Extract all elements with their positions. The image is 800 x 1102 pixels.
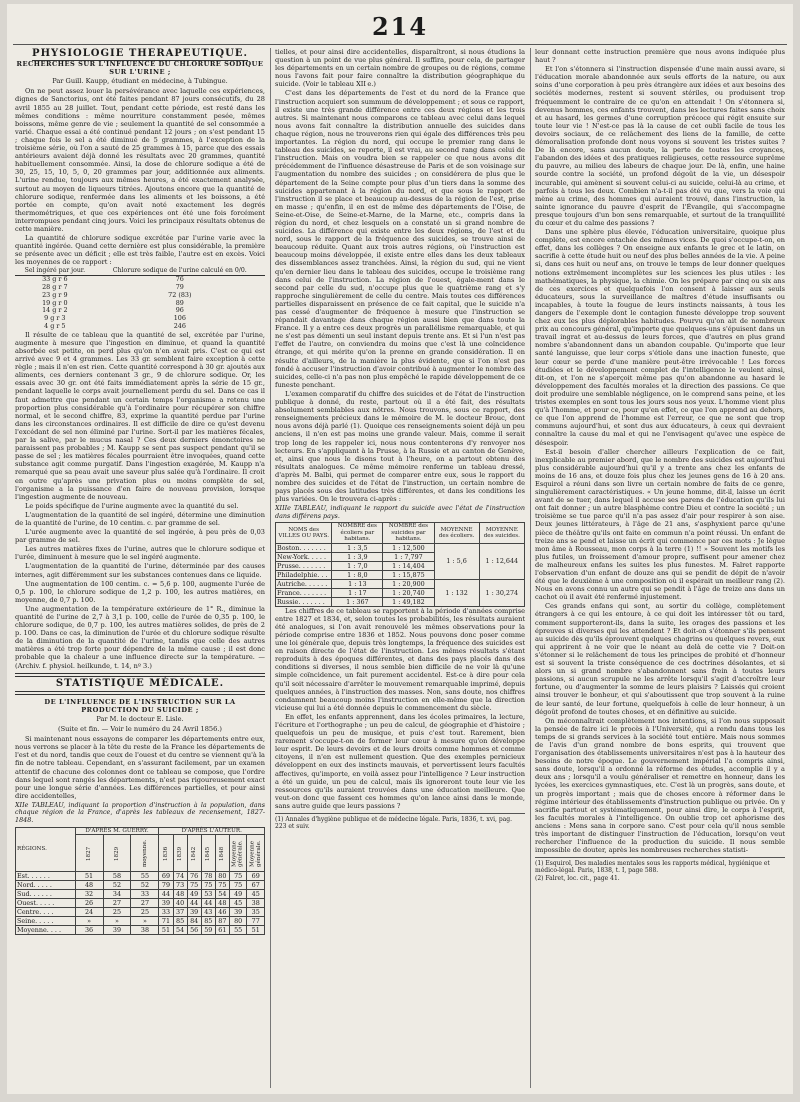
table-cell: 51 [247,926,265,935]
paragraph: L'examen comparatif du chiffre des suicides et de l'état de l'instruction publique à donné, du reste, partout où il a été fait, des résultats absolument semblables aux nôtres. Nous trouvons, sous ce rapport, des renseignements précieux dans le mémoire de M. le docteur Brouc, dont nous avons déjà parlé (1). Quoique ces renseignements soient déjà un peu anciens, il n'en est pas moins une grande valeur. Mais, comme il serait trop long de les rappeler ici, nous nous contenterons d'y renvoyer nos lecteurs. En s'appliquant à la Prusse, à la Russie et au canton de Genève, et, ainsi que nous le disons tout à l'heure, on a partout obtenu des résultats analogues. Ce même mémoire renferme un tableau dressé, d'après M. Balbi, qui permet de comparer entre eux, sous le rapport du nombre des suicides et de l'état de l'instruction, un certain nombre de pays placés sous des latitudes très différentes, et dans les conditions les plus variées. On le trouvera ci-après : [275,389,525,504]
table-cell: France. . . . . . . [276,588,332,597]
table-header: 1845 [201,835,215,872]
table-cell: 25 [131,908,159,917]
table-header: D'APRÈS M. GUERRY. [75,827,159,834]
paragraph: On méconnaîtrait complètement nos intentions, si l'on nous supposait la pensée de faire ici le procès à l'Université, qui a rendu dans tous les temps de si grands services à la société tout entière. Mais nous sommes de l'avis d'un grand nombre de bons esprits, qui trouvent que l'organisation des établissements universitaires n'est pas à la hauteur des besoins de notre époque. Le gouvernement impérial l'a compris ainsi, sans doute, lorsqu'il a ordonné la réforme des études, accomplie il y a deux ans ; lorsqu'il a voulu généraliser et remettre en honneur, dans les lycées, les exercices gymnastiques, etc. C'est là un progrès, sans doute, et un progrès important ; mais que de choses encore à réformer dans le régime intérieur des établissements d'instruction publique ou privée. On y sacrifie partout et systématiquement, pour ainsi dire, le corps à l'esprit, les facultés morales à l'intelligence. On oublie trop cet aphorisme des anciens : Mens sana in corpore sano. C'est pour cela qu'il nous semble très important de distinguer l'instruction de l'éducation, lorsqu'on veut rechercher l'influence de la production du suicide. Il nous semble impossible de douter, après les nombreuses recherches statisti- [535,716,785,855]
table-row [276,543,525,552]
table-cell: 23 g r 9 [42,290,68,299]
table-row [16,890,265,899]
table-cell: 69 [159,872,173,881]
table-cell: 39 [103,926,131,935]
table-row [16,917,265,926]
table-row [16,881,265,890]
table-cell: 43 [201,908,215,917]
table-cell: 1 : 7,0 [332,561,383,570]
paragraph: Dans une sphère plus élevée, l'éducation universitaire, quoique plus complète, est encore entachée des mêmes vices. De quoi s'occupe-t-on, en effet, dans les collèges ? On enseigne aux enfants le grec et le latin, on sacrifie à cette étude huit ou neuf des plus belles années de la vie. A peine si, dans ces huit ou neuf ans, on trouve le temps de leur donner quelques notions extrêmement incomplètes sur les sciences les plus utiles : les mathématiques, la physique, la chimie. On les prépare par cinq ou six ans de ces exercices et quelquefois l'on consent à laisser aux seuls éducateurs, sous la surveillance de maîtres d'étude insuffisants ou incapables, à toute la fougue de leurs instincts naissants, à tous les dangers de l'exemple dont le contagion funeste développe trop souvent chez eux les plus déplorables habitudes. Pourvu qu'on ait de nombreux prix au concours général, qu'importe que quelques-uns s'épuisent dans un travail ingrat et au-dessus de leurs forces, que d'autres en plus grand nombre s'abandonnent dans un abandon coupable. Qu'importe que leur santé languisse, que leur corps s'étiole dans une inaction funeste, que leur cœur se perde d'une manière peut-être irrévocable ! Les forces étudiées et le développement complet de l'intelligence le veulent ainsi, dit-on, et l'on ne s'aperçoit même pas qu'on abandonne au hasard le développement des facultés morales et la direction des passions. Ce que doit produire une semblable négligence, on le comprend sans peine, et les tristes exemples en sont tous les jours sous nos yeux. L'homme vient plus qu'à l'homme, et pour ce, pour qu'en effet, ce que l'on apprend au dehors, ce que l'on apprend de l'homme est l'erreur, ce que ne sont que trop communs aujourd'hui, et sont dus aux éducateurs, à ceux qui devraient connaître la cause du mal et qui ne l'envisagent qu'avec une espèce de désespoir. [535,228,785,447]
table-cell: 14 g r 2 [42,306,68,315]
table-cell: 106 [173,314,186,323]
table-cell: » [75,917,103,926]
footnote: (2) Falret, loc. cit., page 41. [535,875,620,883]
suicide-countries-table [275,522,525,606]
table-cell: 80 [229,917,246,926]
table-cell: 36 [75,926,103,935]
table-cell: 53 [201,890,215,899]
paragraph: Et l'on s'étonnera si l'instruction dispensée d'une main aussi avare, si l'éducation morale abandonnée aux seuls efforts de la nature, ou aux soins d'une corporation à peu près étrangère aux idées et aux besoins des sociétés modernes, restent si souvent stériles, ou produisent trop fréquemment le contraire de ce qu'on en attendait ! On s'étonnera si, devenus hommes, ces enfants trouvent, dans les lectures faites sans choix et au hasard, les germes d'une corruption précoce qui régit ensuite sur toute leur vie ! N'est-ce pas là la cause de cet oubli facile de tous les devoirs sociaux, de ce relâchement des liens de la famille, de cette démoralisation profonde dont nous voyons si souvent les tristes suites ? De là encore, sans aucun doute, la perte de toutes les croyances, l'abandon des idées et des pratiques religieuses, cette ressource suprême du pauvre, au milieu des labeurs de chaque jour. De là, enfin, une haine sourde contre la société, un profond dégoût de la vie, un désespoir incurable, qui amènent si souvent celui-ci au suicide, celui-là au crime, et parfois à tous les deux. Combien n'a-t-il pas été vu que, vers la voie qui mène au crime, des hommes qui auraient trouvé, dans l'instruction, la sainte ignorance du pauvre d'esprit de l'Évangile, qui s'accompagne presque toujours d'un bon sens remarquable, et surtout de la tranquillité du cœur et du calme des passions ? [535,65,785,227]
table-cell: 75 [201,881,215,890]
section-title: STATISTIQUE MÉDICALE. [55,677,225,689]
paragraph: En effet, les enfants apprennent, dans les écoles primaires, la lecture, l'écriture et l'orthographe ; un peu de calcul, de géographie et d'histoire ; quelquefois un peu de musique, et puis c'est tout. Rarement, bien rarement s'occupe-t-on de former leur cœur à mesure qu'on développe leur esprit. De leurs devoirs et de leurs droits comme hommes et comme citoyens, il n'en est nullement question. Que des exemples pernicieux développent en eux des instincts mauvais, et pervertissent leurs facultés affectives, qu'importe, en voilà assez pour l'intelligence ? Leur instruction a été un guide, un peu de calcul, mais ils ignoreront toute leur vie les ressources qu'ils auraient trouvées dans une éducation meilleure. Que veut-on donc que fassent ces hommes qu'on lance ainsi dans le monde, sans autre guide que leurs passions ? [275,712,525,810]
table-cell: 1 : 20,740 [383,588,434,597]
table-cell: Autriche. . . . . . [276,579,332,588]
paragraph: Est-il besoin d'aller chercher ailleurs l'explication de ce fait, inexplicable au premier abord, que le nombre des suicides est aujourd'hui plus considérable aujourd'hui qu'il y a trente ans chez les enfants de moins de 16 ans, et douze fois plus chez les jeunes gens de 16 à 20 ans. Esquirol a réuni dans son livre un certain nombre de faits de ce genre, singulièrement caractéristiques. « Un jeune homme, dit-il, laisse un écrit avant de se tuer, dans lequel il accuse ses parens de l'éducation qu'ils lui ont fait donner ; un autre blasphème contre Dieu et contre la société ; un troisième se tue parce qu'il n'a pas assez d'air pour respirer à son aise. Deux jeunes littérateurs, à l'âge de 21 ans, s'asphyxient parce qu'une pièce de théâtre qu'ils ont faite en commun n'a point réussi. Un enfant de treize ans se pend et laisse un écrit qui commence par ces mots : Je lègue mon âme à Rousseau, mon corps à la terre (1) !! » Souvent les motifs les plus futiles, un froissement d'amour propre, suffisent pour amener chez de malheureux enfans les suites les plus funestes. M. Falret rapporte l'observation d'un enfant de douze ans qui se pendit de dépit de n'avoir été que le deuxième à une composition où il espérait un meilleur rang (2). Nous en avons connu un autre qui se pendit à l'âge de treize ans dans un cachot où il avait été renfermé injustement. [535,447,785,602]
table-cell: 38 [131,926,159,935]
table-cell: 40 [173,899,187,908]
table-header: RÉGIONS. [16,827,76,871]
article-author: Par M. le docteur E. Lisle. [96,714,184,723]
column-divider [530,48,531,1088]
table-header: 1839 [173,835,187,872]
table-cell: 96 [175,306,184,315]
table-cell: New-York. . . . . [276,552,332,561]
table-cell: 85 [173,917,187,926]
table-row [16,908,265,917]
table-header: 1836 [159,835,173,872]
table-cell: 85 [201,917,215,926]
table-cell: 1 : 17 [332,588,383,597]
table-cell: 1 : 13 [332,579,383,588]
table-header: Moyenne générale. [229,835,246,872]
table-cell: 39 [159,899,173,908]
paragraph: Une augmentation de la température extérieure de 1° R., diminue la quantité de l'urine de 2,7 à 3,1 p. 100, celle de l'urée de 0,35 p. 100, le chlorure sodique, de 0,7 p. 100, les autres matières solides, de près de 2 p. 100. Dans ce cas, la diminution de l'urée et du chlorure sodique résulte de la diminution de la quantité de l'urine, tandis que celle des autres matières a été trop forte pour dépendre de la même cause ; il est donc probable que la chaleur a une influence directe sur la température. — (Archiv. f. physiol. heilkunde, t. 14, nº 3.) [15,604,265,670]
table-cell: 79 [175,283,184,292]
table-cell: 49 [229,890,246,899]
table-row [16,899,265,908]
table-cell: 33 [131,890,159,899]
table-cell: 1 : 7,797 [383,552,434,561]
table-cell: 1 : 8,0 [332,570,383,579]
table-header: Sel ingéré par jour. [15,267,95,275]
table-header: NOMBRE des suicides par habitans. [383,523,434,543]
paragraph: leur donnant cette instruction première que nous avons indiquée plus haut ? [535,48,785,65]
newspaper-page [7,4,793,1094]
table-row [16,872,265,881]
paragraph: C'est dans les départements de l'est et du nord de la France que l'instruction acquiert son summum de développement ; et sous ce rapport, il existe une très grande différence entre ces deux régions et les trois autres. Si maintenant nous comparons ce tableau avec celui dans lequel nous avons fait connaître la distribution annuelle des suicides dans chaque région, nous ne trouverons rien qui égale des différences très peu importantes. La région du nord, qui occupe le premier rang dans le tableau des suicides, se reporte, il est vrai, au second rang dans celui de l'instruction. Mais on voudra bien se rappeler ce que nous avons dit précédemment de l'influence désastreuse de Paris et de son voisinage sur l'augmentation du nombre des suicides ; on considérera de plus que le département de la Seine compte pour plus d'un tiers dans la somme des suicides appartenant à la région du nord, et que sous le rapport de l'instruction il se place et beaucoup au-dessus de la région de l'est, prise en masse ; qu'enfin, il en est de même des départements de l'Oise, de Seine-et-Oise, de Seine-et-Marne, de la Marne, etc., compris dans la région du nord, et chez lesquels on a constaté un si grand nombre de suicides. La différence qui existe entre les deux régions, de l'est et du nord, sous le rapport de la fréquence des suicides, se trouve ainsi de beaucoup réduite. Quant aux trois autres régions, où l'instruction est beaucoup moins développée, il existe entre elles dans les deux tableaux des dissemblances assez tranchées. Ainsi, la région du sud, qui ne vient qu'en dernier lieu dans le tableau des suicides, occupe le troisième rang dans celui de l'instruction. La région de l'ouest, égale-ment dans le second par celle du sud, n'occupe plus que le quatrième rang et s'y rapproche singulièrement de celle du centre. Mais toutes ces différences partielles disparaissent en présence de ce fait capital, que le suicide n'a pas cessé d'augmenter de fréquence à mesure que l'instruction se répandait davantage dans chaque région aussi bien que dans toute la France. Il y a entre ces deux progrès un parallélisme remarquable, et qui ne s'est pas démenti un seul instant depuis trente ans. Et si l'un n'est pas l'effet de l'autre, on conviendra du moins que c'est là une coïncidence étrange, et qui mérite qu'on la prenne en grande considération. Il en résulte d'ailleurs, de la manière la plus évidente, que si l'on n'est pas fondé à accuser l'instruction d'avoir contribué à augmenter le nombre des suicides, celle-ci n'a pas non plus empêché le rapide développement de ce funeste penchant. [275,89,525,389]
table-cell: Est. . . . . . [16,872,76,881]
instruction-table [15,827,265,935]
section-title: PHYSIOLOGIE THÉRAPEUTIQUE. [32,48,248,59]
table-cell: 1 : 49,182 [383,597,434,606]
footnotes [275,813,525,830]
column-divider [270,48,271,1088]
table-cell: 1 : 5,6 [434,543,479,579]
table-cell: 76 [187,872,201,881]
table-cell: Prusse. . . . . . . [276,561,332,570]
table-cell: 37 [173,908,187,917]
table-cell: Centre. . . . [16,908,76,917]
paragraph: On ne peut assez louer la persévérance avec laquelle ces expériences, dignes de Sanctorius, ont été faites pendant 87 jours consécutifs, du 28 avril 1855 au 28 juillet. Tout, pendant cette période, est resté dans les mêmes conditions : même nourriture constamment pesée, mêmes boissons, même genre de vie ; seulement la quantité de sel consommée a varié. Chaque essai a été continué pendant 12 jours ; on s'est pendant 15 ; chaque fois le sel a été diminué de 5 grammes, à l'exception de la troisième série, où l'on a sauté de 25 grammes à 15, parce que des essais antérieurs avaient déjà donné les résultats avec 20 grammes, quantité habituellement consommée. Ainsi, la dose de chlorure sodique a été de 30, 25, 15, 10, 5, 0, 20 grammes par jour, additionnée aux aliments. L'urine rendue, toujours aux mêmes heures, a été exactement analysée, surtout au moyen de liqueurs titrées. Ajoutons encore que la quantité de chlorure sodique, renfermée dans les aliments et les boissons, a été portée en compte, qu'on avait noté exactement les degrés thermométriques, et que ces expériences ont été une fois forcément interrompues pendant cinq jours. Voici les principaux résultats obtenus de cette manière. [15,87,265,233]
page-number: 214 [371,12,429,41]
article-author: Par Guill. Kaupp, étudiant en médecine, à Tubingue. [52,77,228,86]
table-cell: 75 [187,881,201,890]
table-header: moyenne. [131,835,159,872]
paragraph: L'augmentation de la quantité de sel ingéré, détermine une diminution de la quantité de l'urine, de 10 centim. c. par gramme de sel. [15,510,265,527]
table-caption: XIIIe TABLEAU, indiquant le rapport du suicide avec l'état de l'instruction dans différens pays. [275,504,525,520]
table-cell: 80 [215,872,229,881]
table-cell: 34 [103,890,131,899]
article-title: RECHERCHES SUR L'INFLUENCE DU CHLORURE SODIQUE SUR L'URINE ; [16,60,264,77]
table-header: Chlorure sodique de l'urine calculé en 0/0. [95,267,265,275]
table-cell: 1 : 14,404 [383,561,434,570]
section-rule [15,691,265,695]
table-header: Moyenne générale. [247,835,265,872]
footnotes [535,857,785,882]
table-row [15,323,265,331]
table-cell: 45 [229,899,246,908]
paragraph: Les chiffres de ce tableau se rapportent à la période d'années comprise entre 1827 et 1834, et, selon toutes les probabilités, les résultats auraient été analogues, si l'on avait renouvelé les mêmes observations pour la période comprise entre 1836 et 1852. Nous pouvons donc poser comme une loi générale que, depuis très longtemps, la fréquence des suicides est en raison directe de l'état de l'instruction. Les mêmes résultats s'étant reproduits à des époques différentes, et dans des pays placés dans des conditions si diverses, il nous semble bien difficile de ne voir là qu'une simple coïncidence, un fait purement accidentel. Est-ce à dire pour cela qu'il soit nécessaire d'arrêter le mouvement remarquable imprimé, depuis quelques années, à l'instruction des masses. Non, sans doute, nos chiffres condamnent beaucoup moins l'instruction en elle-même que la direction vicieuse qui lui a été donnée depuis le commencement du siècle. [275,606,525,712]
table-cell: 25 [103,908,131,917]
table-cell: Nord. . . . . [16,881,76,890]
table-cell: 87 [215,917,229,926]
section-rule [15,673,265,677]
table-cell: 77 [247,917,265,926]
paragraph: Le poids spécifique de l'urine augmente avec la quantité du sel. [25,501,239,510]
table-cell: 32 [75,890,103,899]
table-cell: 54 [173,926,187,935]
table-cell: 48 [215,899,229,908]
table-row-average [16,926,265,935]
table-cell: 52 [131,881,159,890]
table-cell: 1 : 15,875 [383,570,434,579]
paragraph: Ces grands enfans qui sont, au sortir du collège, complètement étrangers à ce qui les entoure, à ce qui doit les intéresser tôt ou tard, comment supporteront-ils, dans la suite, les orages des passions et les épreuves si diverses qui les attendent ? Et doit-on s'étonner s'ils pensent au suicide dès qu'ils éprouvent quelques chagrins ou quelques revers, eux qui apprirent à ne voir que le néant au delà de cette vie ? Doit-on s'étonner si le relâchement de tous les principes de probité et d'honneur est si souvent la triste conséquence de ces doctrines désolantes, et si alors un si grand nombre s'abandonnent sans frein à toutes leurs passions, si aucun scrupule ne les arrête lorsqu'il s'agit d'accroître leur fortune, ou d'augmenter la somme de leurs plaisirs ? Laissés qui croient ainsi trouver le bonheur, et qui s'aboutissent que trop souvent à la ruine de leur santé, de leur fortune, quelquefois à celle de leur honneur, à un dégoût profond de toutes choses, et en définitive au suicide. [535,602,785,716]
table-header: NOMBRE des écoliers par habitans. [332,523,383,543]
chloride-table [15,267,265,330]
table-header: MOYENNE des écoliers. [434,523,479,543]
table-cell: 1 : 12,644 [479,543,524,579]
paragraph: Il résulte de ce tableau que la quantité de sel, excrétée par l'urine, augmente à mesure que l'ingestion en diminue, et quand la quantité absorbée est petite, on perd plus qu'on n'en avait pris. C'est ce qui est arrivé avec 9 et 4 grammes. Les 33 gr. semblent faire exception à cette règle ; mais il n'en est rien. Cette quantité correspond à 30 gr. ajoutés aux aliments, ces derniers contenant 3 gr., 9 de chlorure sodique. Or, les essais avec 30 gr. ont été faits immédiatement après la série de 15 gr., pendant laquelle le corps avait journellement perdu du sel. Dans ce cas il faut admettre que pendant un certain temps l'organisme a retenu une proportion plus considérable qu'à l'ordinaire pour récupérer son chiffre normal, et le second chiffre, 83, exprime la quantité perdue par l'urine dans les circonstances ordinaires. Il est difficile de dire ce qu'est devenu l'excédant de sel non éliminé par l'urine. Sort-il par les matières fécales, par la salive, par le mucus nasal ? Ces deux derniers émonctoires ne paraissent pas probables ; M. Kaupp se sent pas suspect pendant qu'il se passe de sel ; les matières fécales pourraient être invoquées, quand cette substance agit comme purgatif. Dans l'ingestion exagérée, M. Kaupp n'a remarqué que sa peau avait une saveur plus salée qu'à l'ordinaire. Il croit en outre qu'après une privation plus ou moins complète de sel, l'organisme a la puissance d'en faire de nouveau provision, lorsque l'ingestion augmente de nouveau. [15,330,265,501]
column-left [15,48,265,1088]
table-cell: 51 [75,872,103,881]
table-header: NOMS des VILLES OU PAYS. [276,523,332,543]
table-cell: 26 [75,899,103,908]
table-cell: Moyenne. . . . [16,926,76,935]
paragraph: Une augmentation de 100 centim. c. = 5,6 p. 100, augmente l'urée de 0,5 p. 100, le chlorure sodique de 1,2 p. 100, les autres matières, en moyenne, de 0,7 p. 100. [15,579,265,604]
paragraph: Si maintenant nous essayons de comparer les départements entre eux, nous verrons se placer à la tête du reste de la France les départements de l'est et du nord, tandis que ceux de l'ouest et du centre se viennent qu'à la fin de notre tableau. Cependant, en s'assurant facilement, par un examen attentif de chacune des colonnes dont ce tableau se compose, que l'ordre dans lequel sont rangés les départements, n'est pas rigoureusement exact pour une longue série d'années. Les différences partielles, et pour ainsi dire accidentelles, [15,735,265,800]
table-cell: 1 : 3,5 [332,543,383,552]
table-header: 1848 [215,835,229,872]
column-middle [275,48,525,1088]
article-title: DE L'INFLUENCE DE L'INSTRUCTION SUR LA PRODUCTION DU SUICIDE ; [44,697,236,714]
table-cell: 55 [229,926,246,935]
table-cell: 1 : 132 [434,579,479,606]
table-cell: Boston. . . . . . . [276,543,332,552]
table-cell: 75 [229,872,246,881]
table-cell: » [131,917,159,926]
table-cell: 48 [173,890,187,899]
table-cell: » [103,917,131,926]
table-cell: 84 [187,917,201,926]
paragraph: L'augmentation de la quantité de l'urine, déterminée par des causes internes, agit différemment sur les substances contenues dans ce liquide. [15,562,265,579]
column-right [535,48,785,1088]
table-cell: 49 [187,890,201,899]
table-cell: 33 [159,908,173,917]
table-cell: 69 [247,872,265,881]
table-cell: 1 : 20,900 [383,579,434,588]
table-cell: 55 [131,872,159,881]
table-cell: 56 [187,926,201,935]
table-cell: 19 g r 0 [42,298,68,307]
table-cell: 75 [229,881,246,890]
table-cell: Seine. . . . . [16,917,76,926]
paragraph: La quantité de chlorure sodique excrétée par l'urine varie avec la quantité ingérée. Quand cette dernière est plus considérable, la première se présente avec un déficit ; elle est très faible, l'autre est en excès. Voici les moyennes de ce rapport : [15,234,265,267]
table-cell: 76 [175,275,184,284]
table-cell: 79 [159,881,173,890]
table-cell: Ouest. . . . . [16,899,76,908]
table-cell: 78 [201,872,215,881]
table-cell: 35 [247,908,265,917]
table-cell: 27 [131,899,159,908]
table-cell: 73 [173,881,187,890]
table-cell: 39 [229,908,246,917]
table-cell: 38 [247,899,265,908]
table-cell: 1 : 12,500 [383,543,434,552]
table-cell: 71 [159,917,173,926]
table-cell: Philadelphie. . . [276,570,332,579]
table-cell: 28 g r 7 [42,283,68,292]
table-header: MOYENNE des suicides. [479,523,524,543]
continuation-note: (Suite et fin. — Voir le numéro du 24 Avril 1856.) [58,725,222,734]
table-cell: 1 : 367 [332,597,383,606]
footnote: (1) Esquirol, Des maladies mentales sous les rapports médical, hygiénique et médico-légal. Paris, 1838, t. I, page 588. [535,860,770,875]
paragraph: tielles, et pour ainsi dire accidentelles, disparaîtront, si nous étudions la question à un point de vue plus général. Il suffira, pour cela, de partager les départements en un certain nombre de groupes ou de régions, comme nous l'avons fait pour faire connaître la distribution géographique du suicide. (Voir le tableau XII e.) [275,48,525,89]
table-cell: 27 [103,899,131,908]
table-header: 1829 [103,835,131,872]
table-cell: 48 [75,881,103,890]
table-cell: 59 [201,926,215,935]
table-cell: 75 [215,881,229,890]
table-header: 1842 [187,835,201,872]
table-header: D'APRÈS L'AUTEUR. [159,827,265,834]
table-cell: 44 [159,890,173,899]
table-cell: Russie. . . . . . . [276,597,332,606]
paragraph: Les autres matières fixes de l'urine, autres que le chlorure sodique et l'urée, diminuent à mesure que le sel ingéré augmente. [15,545,265,562]
table-cell: 74 [173,872,187,881]
footnote: (1) Annales d'hygiène publique et de médecine légale. Paris, 1836, t. xvi, pag. 223 et suiv. [275,816,513,830]
table-cell: 33 g r 6 [42,275,68,284]
table-cell: 45 [247,890,265,899]
table-cell: 54 [215,890,229,899]
table-cell: 52 [103,881,131,890]
table-cell: 246 [173,322,186,331]
table-cell: 44 [201,899,215,908]
table-cell: 46 [215,908,229,917]
header-rule [13,44,787,45]
table-cell: 61 [215,926,229,935]
table-cell: 58 [103,872,131,881]
table-caption: XIIe TABLEAU, indiquant la proportion d'instruction à la population, dans chaque région de la France, d'après les tableaux de recensement, 1827-1848. [15,800,265,825]
table-cell: Sud. . . . . . [16,890,76,899]
table-cell: 1 : 30,274 [479,579,524,606]
table-cell: 4 g r 5 [44,322,66,331]
paragraph: L'urée augmente avec la quantité de sel ingérée, à peu près de 0,03 par gramme de sel. [15,528,265,545]
table-cell: 72 (83) [168,290,192,299]
table-row [276,579,525,588]
table-cell: 1 : 3,9 [332,552,383,561]
table-cell: 51 [159,926,173,935]
table-cell: 89 [175,298,184,307]
table-header: 1827 [75,835,103,872]
table-cell: 39 [187,908,201,917]
table-cell: 44 [187,899,201,908]
table-cell: 67 [247,881,265,890]
table-cell: 24 [75,908,103,917]
table-cell: 9 g r 3 [44,314,66,323]
